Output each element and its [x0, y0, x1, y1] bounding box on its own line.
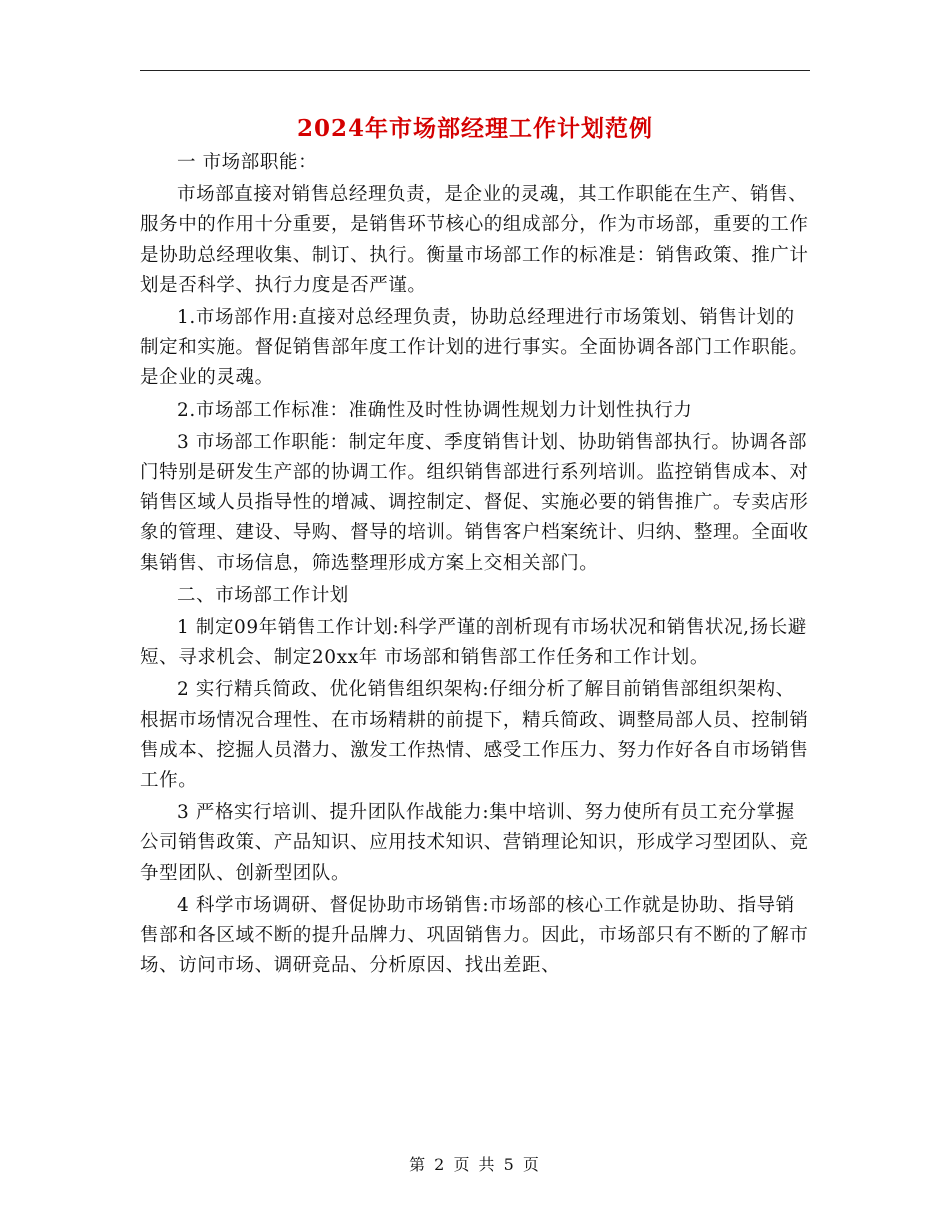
paragraph: 2.市场部工作标准：准确性及时性协调性规划力计划性执行力 — [177, 399, 693, 421]
paragraph: 3 市场部工作职能：制定年度、季度销售计划、协助销售部执行。协调各部门特别是研发生产部的协调工作。组织销售部进行系列培训。监控销售成本、对销售区域人员指导性的增减、调控制定、督促、实施必要的销售推广。专卖店形象的管理、建设、导购、督导的培训。销售客户档案统计、归纳、整理。全面收集销售、市场信息，筛选整理形成方案上交相关部门。 — [140, 431, 809, 574]
section-heading-1: 一 市场部职能： — [177, 152, 318, 173]
paragraph: 4 科学市场调研、督促协助市场销售:市场部的核心工作就是协助、指导销售部和各区域不断的提升品牌力、巩固销售力。因此，市场部只有不断的了解市场、访问市场、调研竞品、分析原因、找出差距、 — [140, 894, 809, 977]
page-number-footer: 第 2 页 共 5 页 — [409, 1155, 541, 1174]
paragraph: 1.市场部作用:直接对总经理负责，协助总经理进行市场策划、销售计划的制定和实施。督促销售部年度工作计划的进行事实。全面协调各部门工作职能。是企业的灵魂。 — [140, 307, 809, 389]
paragraph: 3 严格实行培训、提升团队作战能力:集中培训、努力使所有员工充分掌握公司销售政策、产品知识、应用技术知识、营销理论知识，形成学习型团队、竞争型团队、创新型团队。 — [140, 802, 809, 884]
paragraph: 1 制定09年销售工作计划:科学严谨的剖析现有市场状况和销售状况,扬长避短、寻求机会、制定20xx年 市场部和销售部工作任务和工作计划。 — [140, 617, 807, 669]
header-rule — [140, 70, 810, 71]
document-title: 2024年市场部经理工作计划范例 — [296, 115, 653, 142]
paragraph: 2 实行精兵简政、优化销售组织架构:仔细分析了解目前销售部组织架构、根据市场情况合理性、在市场精耕的前提下，精兵简政、调整局部人员、控制销售成本、挖掘人员潜力、激发工作热情、感受工作压力、努力作好各自市场销售工作。 — [140, 679, 809, 792]
section-heading-2: 二、市场部工作计划 — [177, 584, 349, 606]
paragraph: 市场部直接对销售总经理负责，是企业的灵魂，其工作职能在生产、销售、服务中的作用十分重要，是销售环节核心的组成部分，作为市场部，重要的工作是协助总经理收集、制订、执行。衡量市场部工作的标准是：销售政策、推广计划是否科学、执行力度是否严谨。 — [140, 184, 809, 296]
document-body — [140, 148, 812, 981]
